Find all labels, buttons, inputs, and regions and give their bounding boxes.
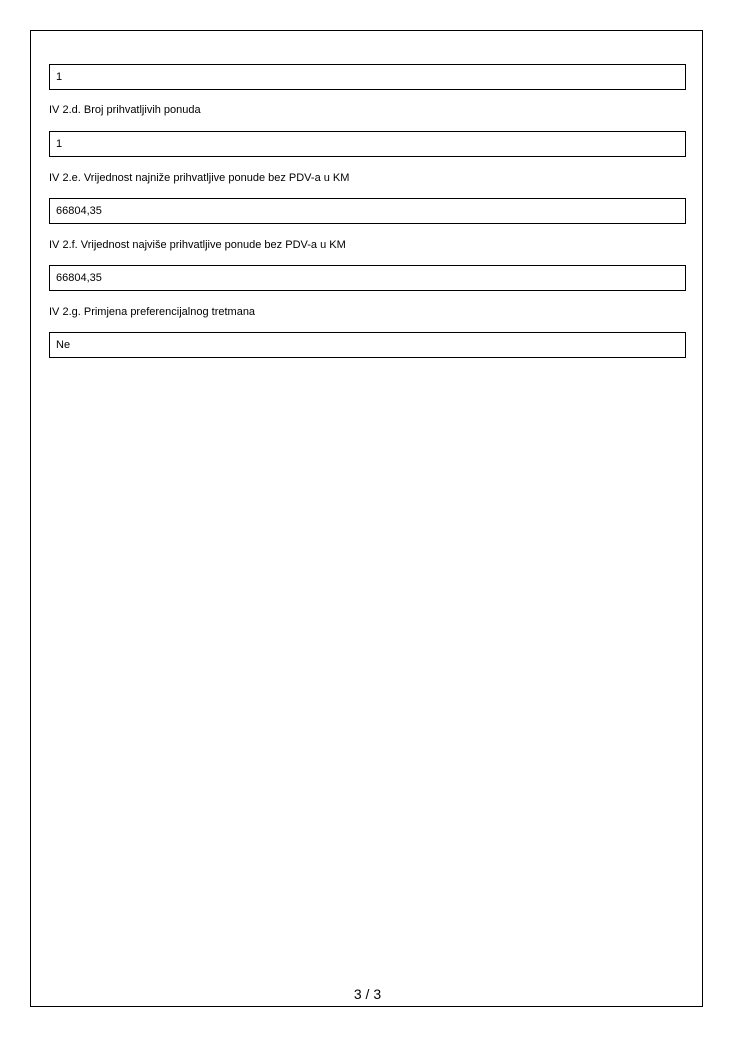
value-preferencijalni-tretman: Ne	[49, 332, 686, 358]
page-number: 3 / 3	[353, 986, 382, 1002]
label-broj-prihvatljivih-ponuda: IV 2.d. Broj prihvatljivih ponuda	[49, 104, 201, 116]
label-najniza-ponuda: IV 2.e. Vrijednost najniže prihvatljive ponude bez PDV-a u KM	[49, 172, 350, 184]
value-najniza-ponuda: 66804,35	[49, 198, 686, 224]
previous-field-value: 1	[49, 64, 686, 90]
value-najvisa-ponuda: 66804,35	[49, 265, 686, 291]
label-najvisa-ponuda: IV 2.f. Vrijednost najviše prihvatljive ponude bez PDV-a u KM	[49, 239, 346, 251]
label-preferencijalni-tretman: IV 2.g. Primjena preferencijalnog tretmana	[49, 306, 256, 318]
value-broj-prihvatljivih-ponuda: 1	[49, 131, 686, 157]
